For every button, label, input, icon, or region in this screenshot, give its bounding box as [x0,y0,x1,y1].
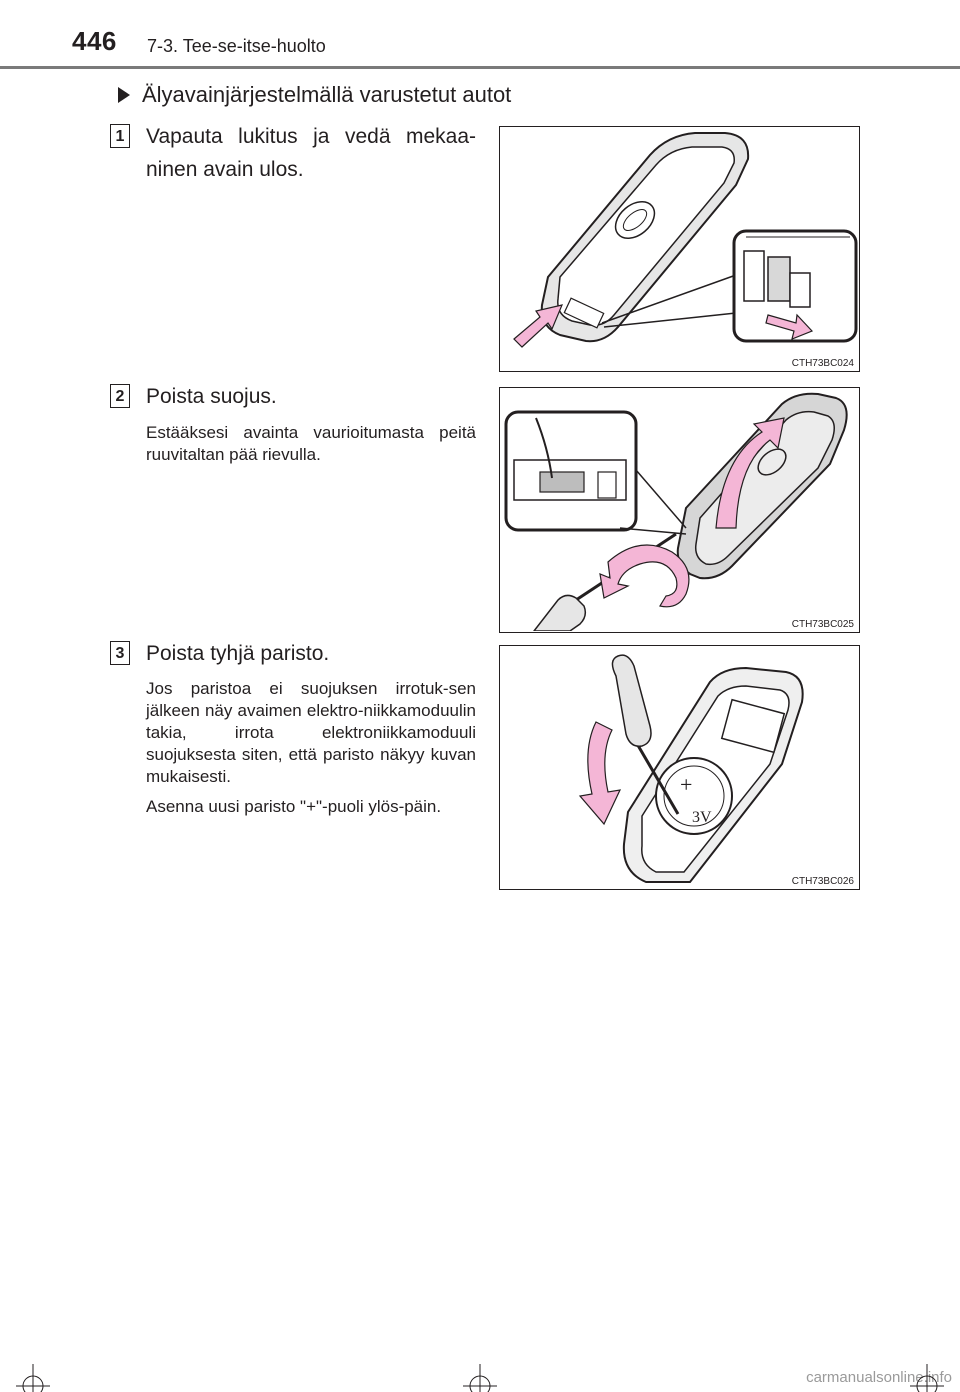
footer-watermark: carmanualsonline.info [806,1369,952,1386]
step-2-note-1: Estääksesi avainta vaurioitumasta peitä ruuvitaltan pää rievulla. [146,423,476,464]
step-3-note-2: Asenna uusi paristo "+"-puoli ylös-päin. [146,797,442,816]
page-number: 446 [72,26,117,56]
step-number-1: 1 [110,124,130,148]
subheading-text: Älyavainjärjestelmällä varustetut autot [142,82,512,107]
step-1-title: Vapauta lukitus ja vedä mekaa-ninen avain ulos. [146,125,476,181]
figure-code: CTH73BC026 [791,876,854,887]
step-3-title: Poista tyhjä paristo. [146,642,330,665]
battery-plus-label: + [680,772,693,797]
figure-code: CTH73BC024 [791,358,854,369]
figure-step-3 [499,645,860,890]
key-release-illustration [500,127,858,370]
step-number-2: 2 [110,384,130,408]
triangle-bullet-icon [118,87,130,103]
figure-step-1 [499,126,860,372]
step-3-note-1: Jos paristoa ei suojuksen irrotuk-sen jälkeen näy avaimen elektro-niikkamoduulin takia, irrota elektroniikkamoduuli suojuksesta siten, että paristo näkyy kuvan mukaisesti. [146,679,476,786]
step-3-notes [146,678,476,826]
crop-mark-icon [910,1358,944,1392]
battery-removal-illustration [500,646,858,888]
step-2-title: Poista suojus. [146,385,277,408]
figure-code: CTH73BC025 [791,619,854,630]
crop-mark-icon [16,1358,50,1392]
battery-voltage-label: 3V [692,809,712,826]
step-number-3: 3 [110,641,130,665]
step-2-notes [146,422,476,474]
cover-removal-illustration [500,388,858,631]
header-divider [0,66,960,69]
section-title: 7-3. Tee-se-itse-huolto [147,36,326,56]
crop-mark-icon [463,1358,497,1392]
subheading [118,82,511,108]
figure-step-2 [499,387,860,633]
